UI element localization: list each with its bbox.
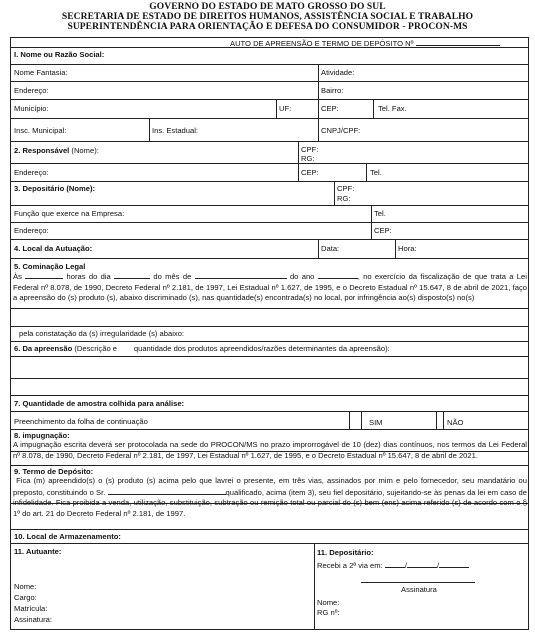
depositario-tel-label: Tel. [374,209,386,218]
divider [11,465,528,466]
divider [11,356,528,357]
divider [276,99,277,118]
section-3-title: 3. Depositário (Nome): [14,184,96,193]
divider [11,118,528,119]
divider [11,378,528,379]
divider [314,543,315,629]
depositario-rg-no-label: RG nº: [317,608,340,617]
divider [318,99,319,118]
divider [11,239,528,240]
mes-blank[interactable] [195,271,287,279]
cnpj-label: CNPJ/CPF: [321,126,361,135]
section-5-title: 5. Cominação Legal [14,262,86,271]
autuante-cargo-label: Cargo: [14,593,37,602]
divider [11,141,528,142]
bairro-label: Bairro: [321,86,344,95]
divider [318,64,319,99]
responsavel-cep-label: CEP: [301,168,319,177]
sim-option[interactable]: SIM [369,418,383,427]
ano-blank[interactable] [318,271,358,279]
divider [11,411,528,412]
divider [371,205,372,239]
section-6-title: 6. Da apreensão (Descrição e quantidade dos produtos apreendidos/razões determinantes da apreensão): [14,344,390,353]
divider [436,411,437,429]
recebi-label: Recebi a 2ª via em: / / [317,560,469,570]
section-11-autuante-title: 11. Autuante: [14,547,62,556]
section-7-title: 7. Quantidade de amostra colhida para análise: [14,399,185,408]
termo-deposito-text: Fica (m) apreendido(s) o (s) produto (s) acima pelo que lavrei o presente, em três vias, assinados por mim e pelo fornecedor, seu mandatário ou preposto, constituindo o Sr. qualificado, acima (item 3), seu fiel depositário, sujeitando-se às penas da lei em caso de infidelidade. Fica proibida a venda, utilização, substituição, subtração ou remição total ou parcial do (s) bem (ens) acima referido (s) de acordo com o § 1º do art. 21 do Decreto Federal nº 2.181, de 1997. [13,476,527,518]
depositario-rg-label: RG: [337,194,351,203]
section-9-title: 9. Termo de Depósito: [14,467,94,476]
divider [11,308,528,309]
divider [298,141,299,181]
divider [443,411,444,429]
divider [11,222,528,223]
divider [11,81,528,82]
divider [11,543,528,544]
nao-option[interactable]: NÃO [447,418,464,427]
section-4-title: 4. Local da Autuação: [14,244,93,253]
depositario-assinatura-label: Assinatura [401,585,437,594]
cep-label: CEP: [321,104,339,113]
data-label: Data: [321,244,340,253]
divider [11,64,528,65]
divider [334,181,335,205]
divider [318,118,319,141]
section-1-title: I. Nome ou Razão Social: [14,50,105,59]
header-line-2: SECRETARIA DE ESTADO DE DIREITOS HUMANOS, ASSISTÊNCIA SOCIAL E TRABALHO [61,12,474,22]
divider [11,99,528,100]
funcao-label: Função que exerce na Empresa: [14,209,125,218]
divider [373,99,374,118]
divider [11,205,528,206]
autuante-matricula-label: Matrícula: [14,604,48,613]
divider [395,239,396,258]
divider [361,411,362,429]
tel-fax-label: Tel. Fax. [378,104,407,113]
divider [318,239,319,258]
horas-blank[interactable] [25,271,63,279]
divider [11,341,528,342]
atividade-label: Atividade: [321,68,355,77]
header-line-1: GOVERNO DO ESTADO DE MATO GROSSO DO SUL [149,2,386,12]
insc-estadual-label: Ins. Estadual: [152,126,199,135]
responsavel-cpf-label: CPF: [301,145,319,154]
responsavel-rg-label: RG: [301,154,315,163]
autuante-nome-label: Nome: [14,582,37,591]
cominacao-text: Às horas do dia do mês de do ano , no exercício da fiscalização de que trata a Lei Federal nº 8.078, de 1990, Decreto Federal nº 2.181, de 1997, Lei Estadual nº 1.627, de 1995, e o Decreto Estadual nº 15.647, 8 de abril de 2021, faço a apreensão do (s) produto (s), abaixo discriminado (s), nas quantidade(s) encontrada(s) no local, por infringência ao(s) disposto(s) no(s) [13,272,527,302]
signature-line [361,582,475,583]
recebi-ano-blank[interactable] [439,560,469,568]
recebi-mes-blank[interactable] [407,560,437,568]
nome-fantasia-label: Nome Fantasia: [14,68,68,77]
divider [366,163,367,181]
divider [11,395,528,396]
divider [11,181,528,182]
section-10-title: 10. Local de Armazenamento: [14,532,121,541]
auto-number-blank[interactable] [416,38,500,46]
depositario-name-blank[interactable] [108,487,226,495]
depositario-cpf-label: CPF: [337,184,355,193]
auto-title: AUTO DE APREENSÃO E TERMO DE DEPÓSITO Nº [230,38,500,48]
folha-continuacao-label: Preenchimento da folha de continuação [14,417,148,426]
divider [349,411,350,429]
depositario-nome-label: Nome: [317,598,340,607]
apreensao-form [10,37,529,630]
municipio-label: Município: [14,104,49,113]
divider [11,326,528,327]
responsavel-endereco-label: Endereço: [14,168,49,177]
depositario-endereco-label: Endereço: [14,226,49,235]
divider [11,429,528,430]
uf-label: UF: [279,104,292,113]
endereco-label: Endereço: [14,86,49,95]
recebi-dia-blank[interactable] [385,560,405,568]
header-line-3: SUPERINTENDÊNCIA PARA ORIENTAÇÃO E DEFESA DO CONSUMIDOR - PROCON-MS [67,22,468,32]
autuante-assinatura-label: Assinatura: [14,615,52,624]
responsavel-tel-label: Tel. [370,168,382,177]
depositario-cep-label: CEP: [374,226,392,235]
section-11-depositario-title: 11. Depositário: [317,548,374,557]
divider [11,529,528,530]
divider [11,163,528,164]
section-2-title: 2. Responsável (Nome): [14,146,99,155]
insc-municipal-label: Insc. Municipal: [14,126,67,135]
impugnacao-text: A impugnação escrita deverá ser protocolada na sede do PROCON/MS no prazo improrrogável de 10 (dez) dias contínuos, nos termos da Lei Federal nº 8.078, de 1990, Decreto Federal nº 2.181, de 1997, Lei Estadual nº 1.627, de 1995, e o Decreto Estadual nº 15.647, 8 de abril de 2021. [13,440,527,460]
section-8-title: 8. impugnação: [14,431,70,440]
divider [149,118,150,141]
constatacao-label: pela constatação da (s) irregularidade (s) abaixo: [19,329,185,338]
hora-label: Hora: [398,244,417,253]
dia-blank[interactable] [114,271,150,279]
divider [11,258,528,259]
